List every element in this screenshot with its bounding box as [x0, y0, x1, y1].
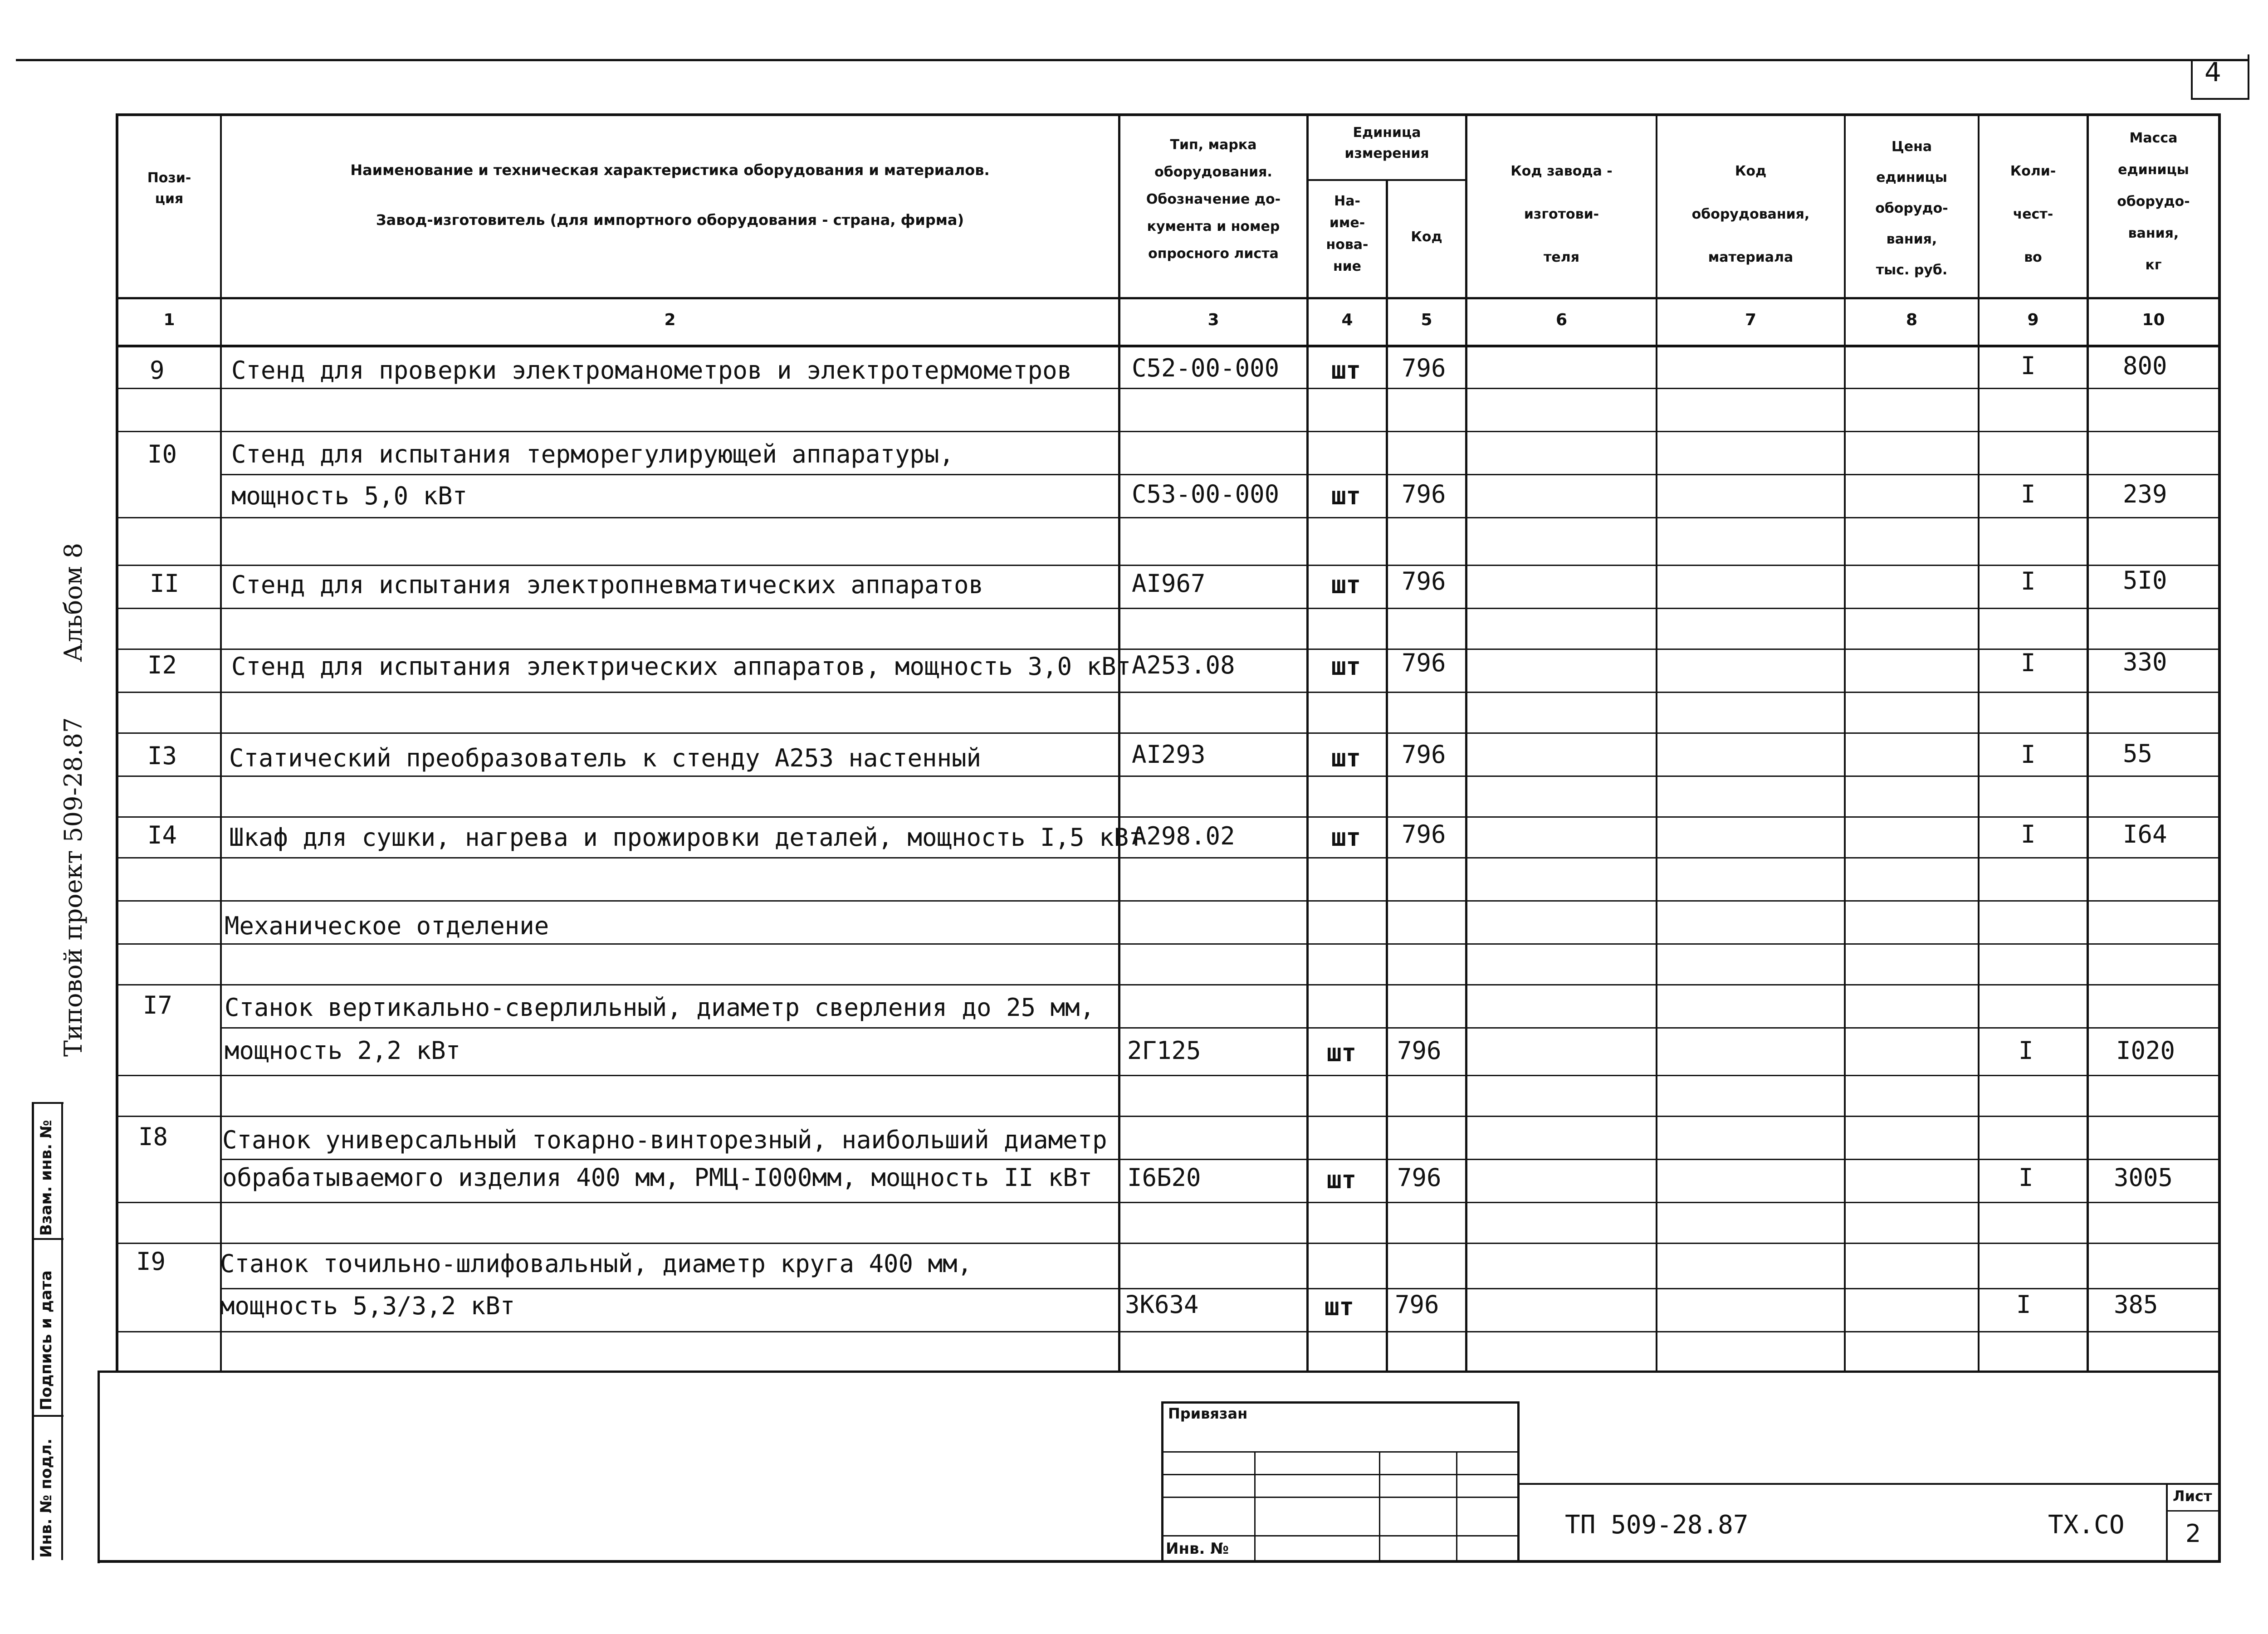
row-mass: 3005	[2114, 1163, 2173, 1192]
stamp-label-signature: Подпись и дата	[37, 1270, 55, 1410]
row-type: А298.02	[1132, 822, 1235, 850]
row-name: Станок универсальный токарно-винторезный, наибольший диаметр	[222, 1126, 1107, 1154]
row-type: С52-00-000	[1132, 354, 1280, 382]
row-code: 796	[1402, 567, 1446, 595]
row-name: мощность 2,2 кВт	[225, 1036, 461, 1065]
header-unit-name: На- име- нова- ние	[1326, 193, 1369, 274]
row-type: АI293	[1132, 740, 1206, 769]
column-number: 3	[1207, 311, 1219, 329]
header-equipment-code: Код оборудования, материала	[1691, 163, 1810, 265]
header-unit-group: Единица измерения	[1344, 125, 1429, 161]
sheet-label: Лист	[2173, 1488, 2212, 1505]
row-mass: 239	[2123, 480, 2167, 508]
row-type: А253.08	[1132, 651, 1235, 679]
column-number: 4	[1341, 311, 1353, 329]
header-factory-code: Код завода - изготови- теля	[1510, 163, 1613, 265]
stamp-label-replace: Взам. инв. №	[37, 1120, 55, 1236]
column-number: 1	[163, 311, 175, 329]
row-name: Шкаф для сушки, нагрева и прожировки деталей, мощность I,5 кВт	[229, 823, 1144, 852]
row-name: Стенд для испытания электрических аппаратов, мощность 3,0 кВт	[231, 652, 1131, 681]
row-type: I6Б20	[1127, 1163, 1201, 1192]
row-position: II	[150, 569, 180, 598]
row-quantity: I	[2016, 1290, 2031, 1319]
column-number: 7	[1745, 311, 1757, 329]
row-code: 796	[1397, 1036, 1442, 1065]
column-number: 9	[2027, 311, 2039, 329]
header-unit-code: Код	[1411, 229, 1442, 245]
row-quantity: I	[2019, 1036, 2033, 1065]
row-quantity: I	[2019, 1163, 2033, 1192]
stamp-label-inventory: Инв. № подл.	[37, 1438, 55, 1558]
row-name: Статический преобразователь к стенду А253 настенный	[229, 744, 982, 772]
header-name-line2: Завод-изготовитель (для импортного оборудования - страна, фирма)	[376, 211, 964, 229]
column-number: 2	[664, 311, 676, 329]
row-position: I7	[143, 991, 173, 1019]
row-quantity: I	[2021, 480, 2036, 508]
column-number: 5	[1421, 311, 1432, 329]
sheet-corner-number: 4	[2204, 57, 2221, 88]
row-position: 9	[150, 356, 165, 385]
row-name: Станок точильно-шлифовальный, диаметр круга 400 мм,	[220, 1249, 973, 1278]
row-code: 796	[1402, 649, 1446, 677]
sheet-number: 2	[2185, 1519, 2201, 1548]
row-name: мощность 5,3/3,2 кВт	[220, 1292, 515, 1320]
row-mass: I020	[2116, 1036, 2175, 1065]
row-name: Стенд для испытания электропневматических аппаратов	[231, 571, 984, 599]
row-type: С53-00-000	[1132, 480, 1280, 508]
row-unit: шт	[1325, 1293, 1354, 1321]
row-quantity: I	[2021, 820, 2036, 849]
row-code: 796	[1402, 820, 1446, 849]
row-quantity: I	[2021, 351, 2036, 380]
header-type: Тип, марка оборудования. Обозначение до- кумента и номер опросного листа	[1146, 137, 1281, 262]
column-number: 8	[1906, 311, 1918, 329]
row-code: 796	[1395, 1290, 1439, 1319]
row-mass: 5I0	[2123, 566, 2167, 595]
row-position: I9	[136, 1247, 166, 1276]
row-position: I4	[147, 821, 177, 849]
inventory-number-label: Инв. №	[1166, 1540, 1229, 1558]
row-unit: шт	[1331, 356, 1361, 385]
row-mass: I64	[2123, 820, 2167, 849]
header-name-line1: Наименование и техническая характеристика оборудования и материалов.	[350, 161, 990, 179]
row-type: АI967	[1132, 569, 1206, 598]
document-code: ТП 509-28.87	[1565, 1510, 1749, 1540]
column-number: 10	[2142, 311, 2165, 329]
row-position: I3	[147, 741, 177, 770]
row-unit: шт	[1331, 823, 1361, 852]
row-unit: шт	[1327, 1039, 1357, 1067]
row-position: I8	[138, 1122, 168, 1151]
row-mass: 385	[2114, 1290, 2158, 1319]
row-code: 796	[1402, 354, 1446, 382]
row-unit: шт	[1327, 1166, 1357, 1194]
margin-project: Типовой проект 509-28.87	[59, 717, 88, 1057]
header-position: Пози- ция	[147, 170, 191, 207]
row-name: обрабатываемого изделия 400 мм, РМЦ-I000мм, мощность II кВт	[222, 1163, 1093, 1192]
row-quantity: I	[2021, 567, 2036, 595]
row-quantity: I	[2021, 649, 2036, 677]
row-code: 796	[1402, 480, 1446, 508]
row-name: Стенд для испытания терморегулирующей аппаратуры,	[231, 440, 954, 468]
column-number: 6	[1555, 311, 1568, 329]
section-heading: Механическое отделение	[225, 912, 549, 940]
bound-label: Привязан	[1168, 1405, 1248, 1422]
row-unit: шт	[1331, 744, 1361, 772]
row-unit: шт	[1331, 571, 1361, 599]
document-mark: ТХ.СО	[2048, 1510, 2125, 1540]
header-mass: Масса единицы оборудо- вания, кг	[2117, 130, 2190, 273]
row-type: 3К634	[1125, 1290, 1199, 1319]
row-quantity: I	[2021, 740, 2036, 769]
header-quantity: Коли- чест- во	[2010, 163, 2056, 265]
row-unit: шт	[1331, 482, 1361, 510]
row-mass: 800	[2123, 351, 2167, 380]
row-name: Станок вертикально-сверлильный, диаметр сверления до 25 мм,	[225, 993, 1095, 1022]
row-code: 796	[1397, 1163, 1442, 1192]
row-mass: 330	[2123, 648, 2167, 676]
row-mass: 55	[2123, 739, 2153, 768]
row-code: 796	[1402, 740, 1446, 769]
row-position: I0	[147, 440, 177, 468]
row-position: I2	[147, 651, 177, 679]
header-price: Цена единицы оборудо- вания, тыс. руб.	[1875, 139, 1948, 278]
row-type: 2Г125	[1127, 1036, 1201, 1065]
row-unit: шт	[1331, 652, 1361, 681]
row-name: мощность 5,0 кВт	[231, 482, 468, 510]
margin-album: Альбом 8	[59, 542, 88, 662]
row-name: Стенд для проверки электроманометров и электротермометров	[231, 356, 1072, 385]
